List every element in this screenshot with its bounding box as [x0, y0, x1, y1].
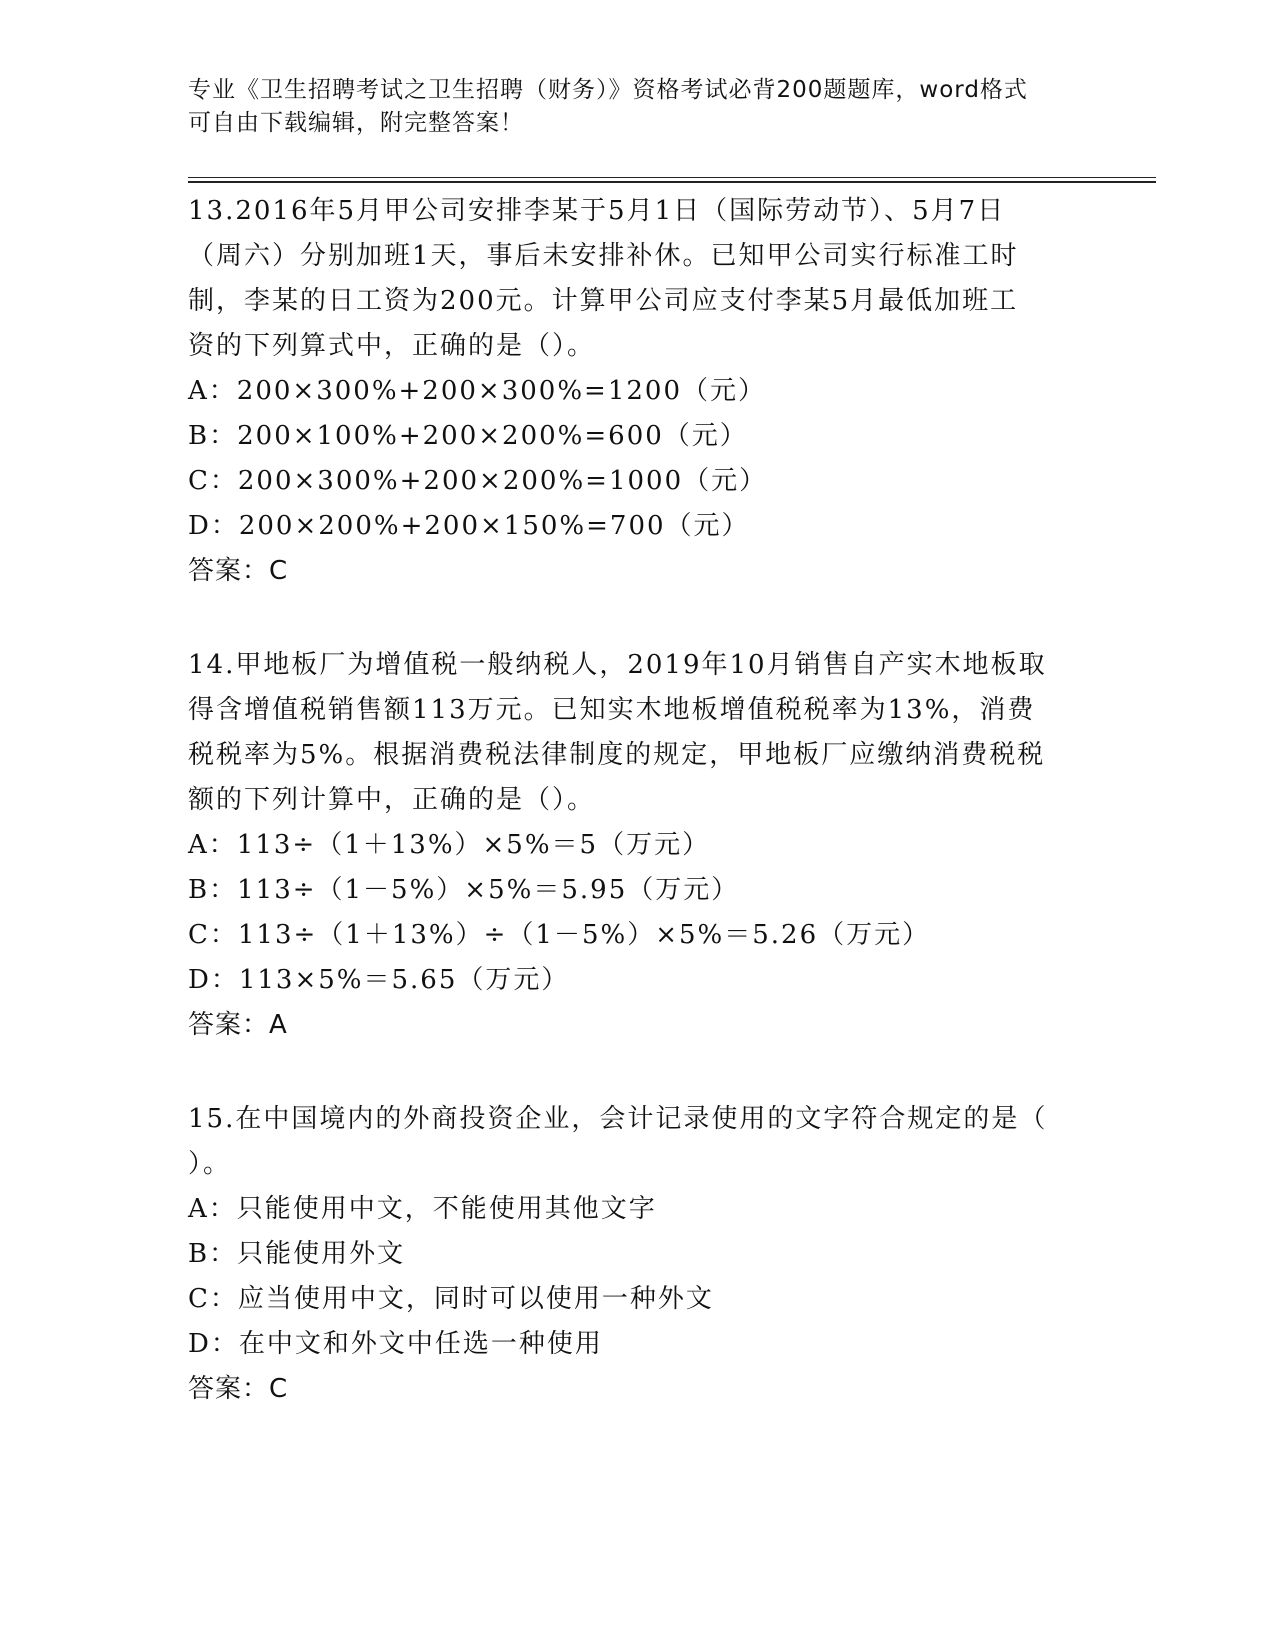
question-stem-line: 制，李某的日工资为200元。计算甲公司应支付李某5月最低加班工 [188, 286, 1019, 316]
question-stem-line: 资的下列算式中，正确的是（）。 [188, 331, 596, 361]
question-stem-line: ）。 [188, 1149, 232, 1179]
answer-line: 答案：C [188, 1374, 289, 1404]
header-divider-thin [188, 177, 1156, 178]
option-a: A：113÷（1＋13%）×5%＝5（万元） [188, 830, 711, 860]
header-divider-thick [188, 181, 1156, 183]
option-d: D：在中文和外文中任选一种使用 [188, 1329, 603, 1359]
answer-line: 答案：C [188, 556, 289, 586]
option-a: A：只能使用中文，不能使用其他文字 [188, 1194, 657, 1224]
question-stem-line: 13.2016年5月甲公司安排李某于5月1日（国际劳动节）、5月7日 [188, 196, 1006, 226]
question-15 [188, 1097, 1088, 1412]
option-d: D：113×5%＝5.65（万元） [188, 965, 570, 995]
header-title-line-1: 专业《卫生招聘考试之卫生招聘（财务）》资格考试必背200题题库，word格式 [188, 77, 1028, 103]
option-a: A：200×300%+200×300%=1200（元） [188, 376, 766, 406]
question-13 [188, 189, 1088, 594]
answer-line: 答案：A [188, 1010, 288, 1040]
question-stem-line: 得含增值税销售额113万元。已知实木地板增值税税率为13%，消费 [188, 695, 1036, 725]
option-b: B：200×100%+200×200%=600（元） [188, 421, 748, 451]
question-stem-line: 税税率为5%。根据消费税法律制度的规定，甲地板厂应缴纳消费税税 [188, 740, 1046, 770]
option-d: D：200×200%+200×150%=700（元） [188, 511, 750, 541]
option-c: C：应当使用中文，同时可以使用一种外文 [188, 1284, 714, 1314]
question-14 [188, 643, 1088, 1048]
option-c: C：113÷（1＋13%）÷（1－5%）×5%＝5.26（万元） [188, 920, 931, 950]
question-stem-line: 额的下列计算中，正确的是（）。 [188, 785, 596, 815]
document-header [188, 74, 1068, 140]
option-b: B：只能使用外文 [188, 1239, 406, 1269]
question-stem-line: （周六）分别加班1天，事后未安排补休。已知甲公司实行标准工时 [188, 241, 1019, 271]
header-title-line-2: 可自由下载编辑，附完整答案！ [188, 110, 524, 136]
option-c: C：200×300%+200×200%=1000（元） [188, 466, 768, 496]
option-b: B：113÷（1－5%）×5%＝5.95（万元） [188, 875, 740, 905]
question-stem-line: 14.甲地板厂为增值税一般纳税人，2019年10月销售自产实木地板取 [188, 650, 1047, 680]
question-stem-line: 15.在中国境内的外商投资企业，会计记录使用的文字符合规定的是（ [188, 1104, 1048, 1134]
